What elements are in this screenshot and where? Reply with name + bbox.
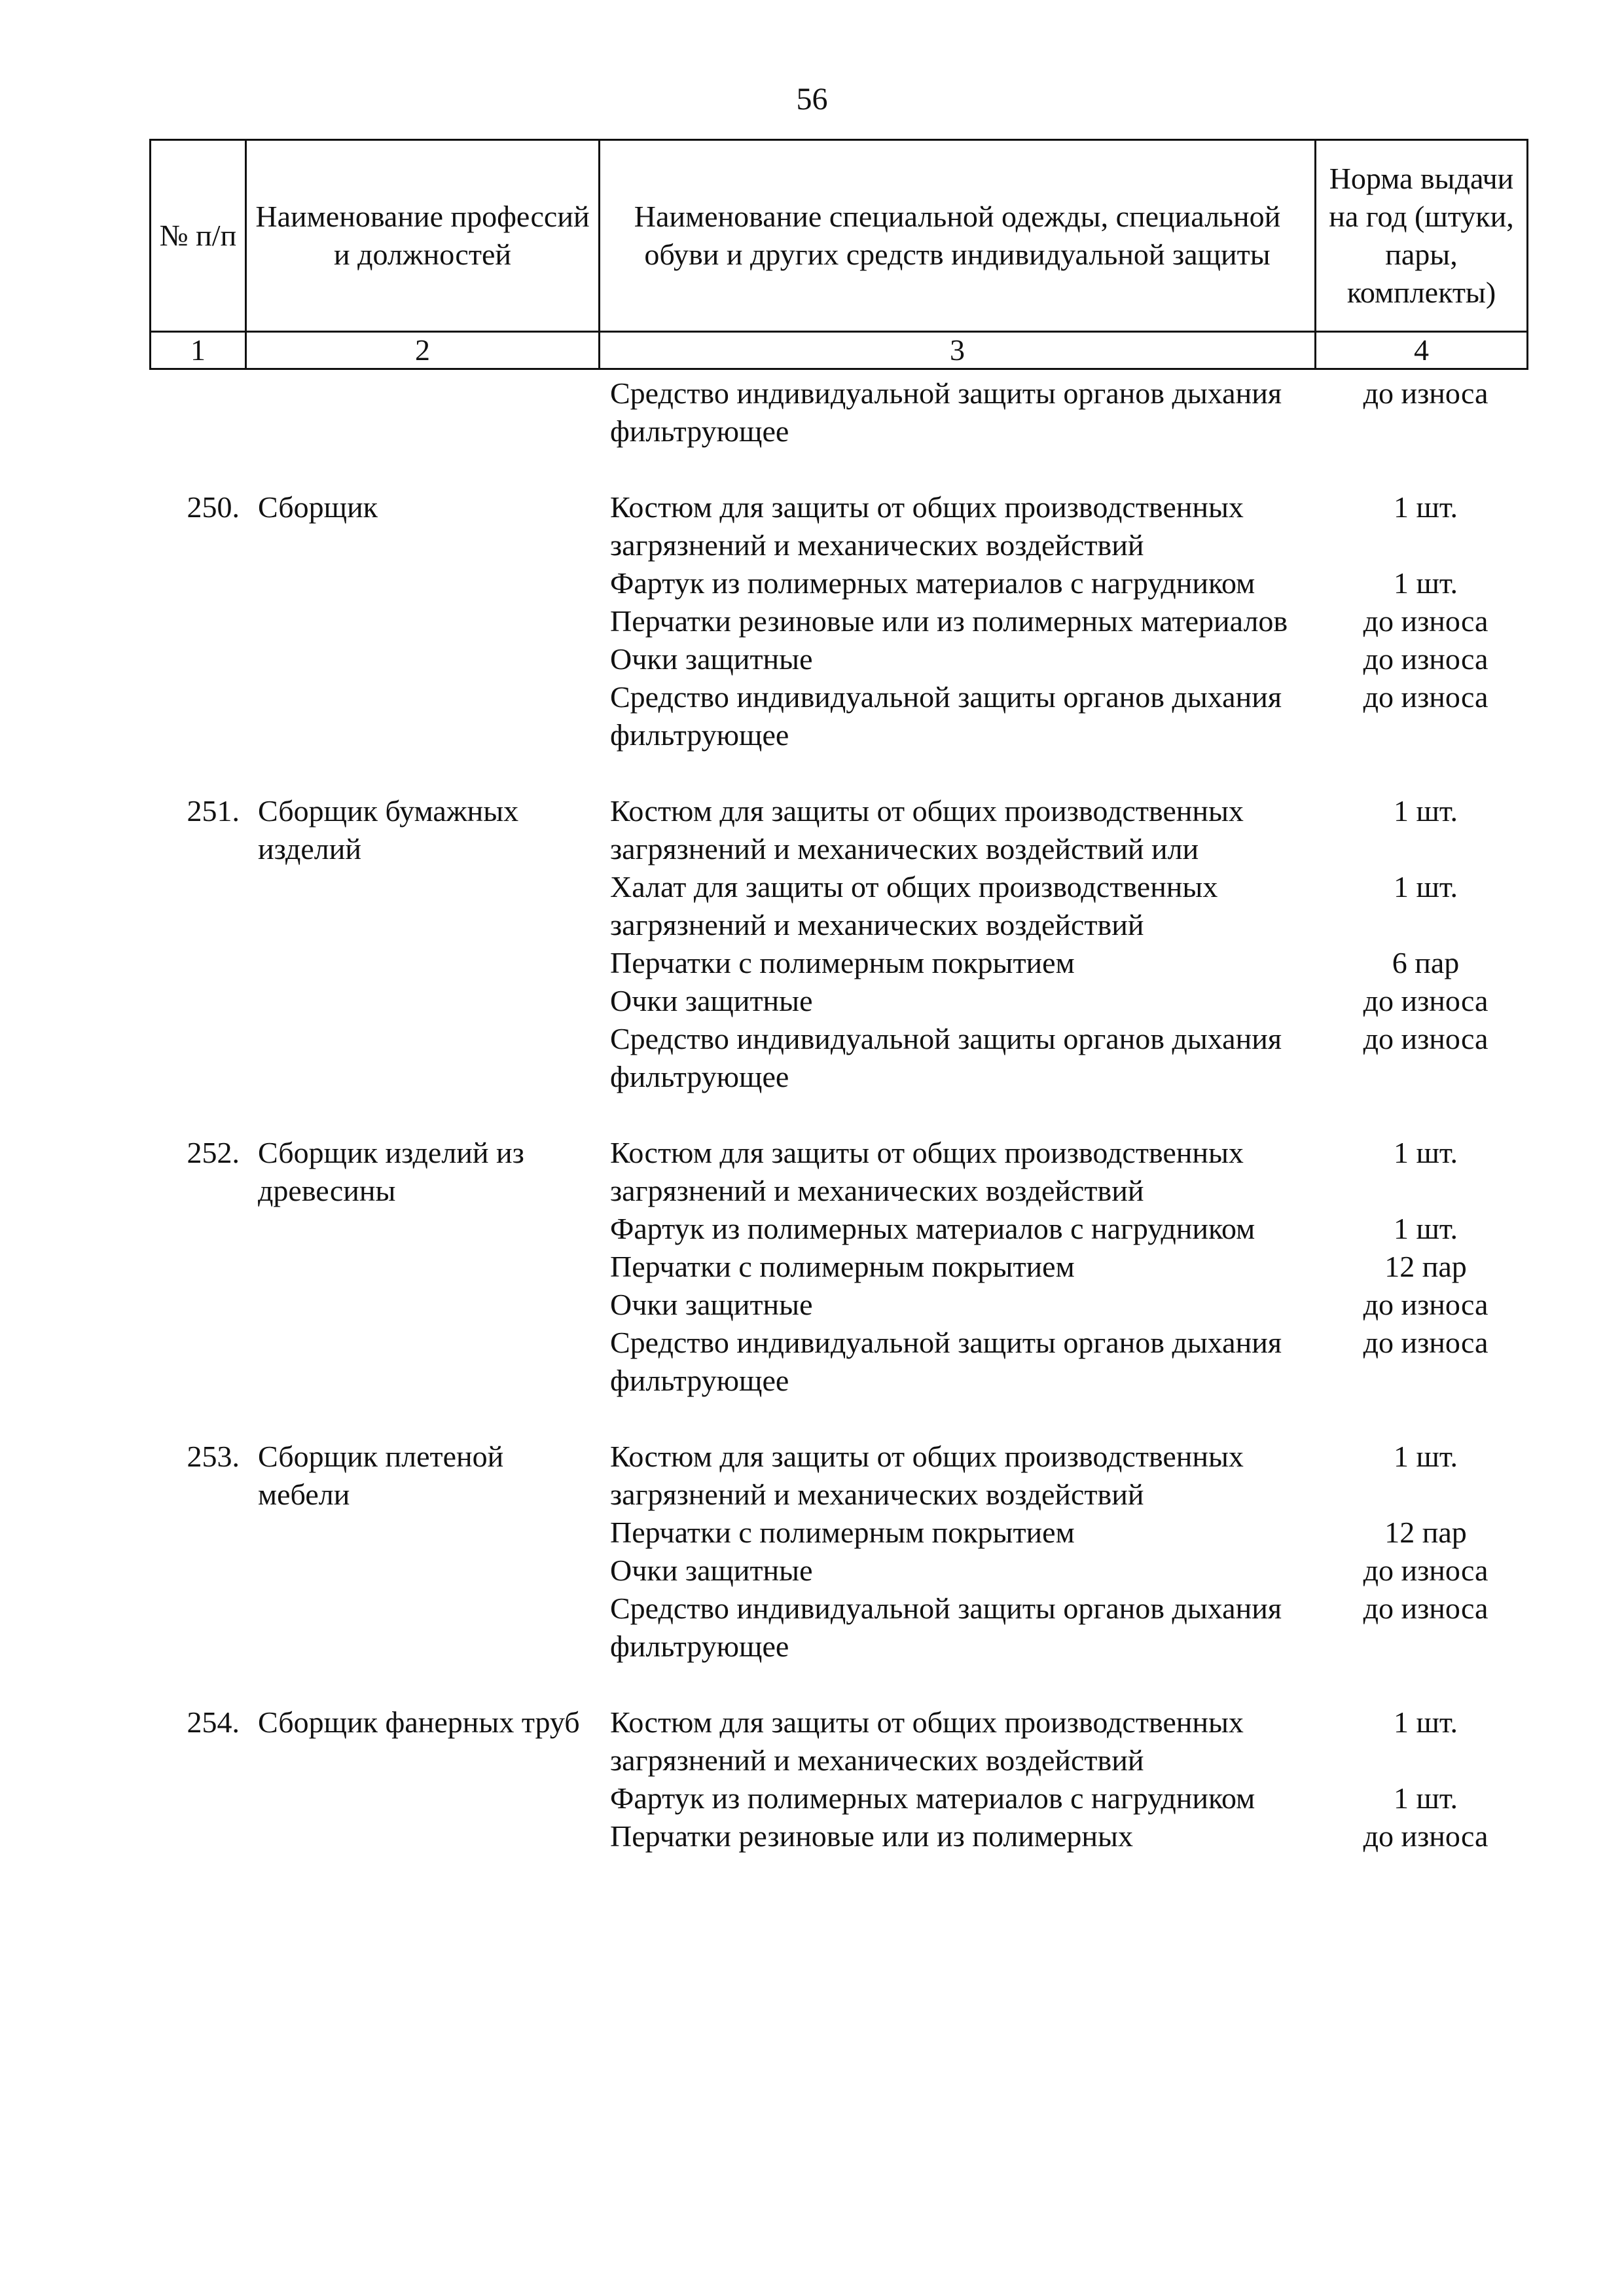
issue-norm: 1 шт. (1393, 1212, 1458, 1245)
issue-norm: 1 шт. (1393, 870, 1458, 903)
column-number-2: 2 (246, 332, 600, 369)
profession-name: Сборщик изделий из древесины (258, 1136, 524, 1207)
equipment-name: Халат для защиты от общих производственных загрязнений и механических воздействий (610, 870, 1218, 941)
row-number: 252. (187, 1136, 240, 1169)
equipment-item (610, 1438, 1526, 1514)
equipment-list (610, 792, 1526, 1096)
equipment-item (610, 1286, 1526, 1324)
equipment-item (610, 1779, 1526, 1817)
equipment-item (610, 1210, 1526, 1248)
equipment-list (610, 1134, 1526, 1400)
equipment-item (610, 1514, 1526, 1552)
table-row (149, 1134, 1526, 1400)
equipment-item (610, 640, 1526, 678)
equipment-item (610, 1134, 1526, 1210)
equipment-name: Очки защитные (610, 642, 813, 676)
issue-norm: до износа (1363, 1592, 1489, 1625)
header-col-profession: Наименование профессий и должностей (246, 140, 600, 332)
profession-name: Сборщик (258, 490, 378, 524)
row-number: 251. (187, 794, 240, 828)
equipment-name: Средство индивидуальной защиты органов дыхания фильтрующее (610, 1022, 1282, 1093)
equipment-item (610, 1590, 1526, 1666)
issue-norm: 12 пар (1384, 1516, 1467, 1549)
equipment-item (610, 374, 1526, 450)
equipment-item (610, 1552, 1526, 1590)
equipment-item (610, 1704, 1526, 1779)
table-header (149, 139, 1528, 370)
equipment-list (610, 488, 1526, 754)
equipment-name: Костюм для защиты от общих производственных загрязнений и механических воздействий (610, 490, 1244, 562)
issue-norm: 1 шт. (1393, 794, 1458, 828)
issue-norm: до износа (1363, 642, 1489, 676)
equipment-item (610, 944, 1526, 982)
equipment-item (610, 602, 1526, 640)
equipment-list (610, 1438, 1526, 1666)
equipment-item (610, 488, 1526, 564)
equipment-name: Фартук из полимерных материалов с нагрудником (610, 1212, 1255, 1245)
page-number: 56 (796, 82, 828, 117)
header-row (151, 140, 1528, 332)
equipment-name: Перчатки резиновые или из полимерных материалов (610, 604, 1288, 638)
equipment-list (610, 374, 1526, 450)
row-number: 250. (187, 490, 240, 524)
table-body (149, 374, 1526, 1893)
table-row (149, 488, 1526, 754)
issue-norm: 12 пар (1384, 1250, 1467, 1283)
column-number-4: 4 (1316, 332, 1528, 369)
header-col-equipment: Наименование специальной одежды, специальной обуви и других средств индивидуальной защиты (600, 140, 1316, 332)
equipment-item (610, 564, 1526, 602)
equipment-name: Перчатки с полимерным покрытием (610, 946, 1075, 979)
issue-norm: до износа (1363, 1288, 1489, 1321)
equipment-name: Средство индивидуальной защиты органов дыхания фильтрующее (610, 1592, 1282, 1663)
issue-norm: до износа (1363, 376, 1489, 410)
equipment-item (610, 982, 1526, 1020)
issue-norm: 1 шт. (1393, 490, 1458, 524)
row-number: 254. (187, 1705, 240, 1739)
equipment-item (610, 1020, 1526, 1096)
equipment-name: Перчатки с полимерным покрытием (610, 1516, 1075, 1549)
profession-name: Сборщик плетеной мебели (258, 1440, 504, 1511)
equipment-name: Очки защитные (610, 984, 813, 1017)
equipment-name: Костюм для защиты от общих производственных загрязнений и механических воздействий (610, 1440, 1244, 1511)
equipment-item (610, 1324, 1526, 1400)
equipment-name: Фартук из полимерных материалов с нагрудником (610, 566, 1255, 600)
equipment-name: Средство индивидуальной защиты органов дыхания фильтрующее (610, 680, 1282, 752)
issue-norm: до износа (1363, 1326, 1489, 1359)
header-col-norm: Норма выдачи на год (штуки, пары, комплекты) (1316, 140, 1528, 332)
issue-norm: до износа (1363, 1022, 1489, 1055)
issue-norm: 1 шт. (1393, 1136, 1458, 1169)
continuation-row (149, 374, 1526, 450)
equipment-item (610, 1817, 1526, 1855)
equipment-item (610, 678, 1526, 754)
equipment-item (610, 792, 1526, 868)
equipment-name: Фартук из полимерных материалов с нагрудником (610, 1781, 1255, 1815)
issue-norm: 1 шт. (1393, 566, 1458, 600)
issue-norm: до износа (1363, 604, 1489, 638)
equipment-list (610, 1704, 1526, 1855)
column-number-1: 1 (151, 332, 246, 369)
issue-norm: 6 пар (1392, 946, 1460, 979)
equipment-name: Костюм для защиты от общих производственных загрязнений и механических воздействий (610, 1705, 1244, 1777)
issue-norm: до износа (1363, 984, 1489, 1017)
equipment-name: Костюм для защиты от общих производственных загрязнений и механических воздействий (610, 1136, 1244, 1207)
issue-norm: до износа (1363, 680, 1489, 714)
equipment-name: Перчатки резиновые или из полимерных (610, 1819, 1133, 1853)
profession-name: Сборщик бумажных изделий (258, 794, 519, 866)
issue-norm: 1 шт. (1393, 1705, 1458, 1739)
equipment-name: Очки защитные (610, 1554, 813, 1587)
table-row (149, 1438, 1526, 1666)
equipment-name: Очки защитные (610, 1288, 813, 1321)
equipment-item (610, 868, 1526, 944)
column-numbers-row (151, 332, 1528, 369)
profession-name: Сборщик фанерных труб (258, 1705, 580, 1739)
equipment-item (610, 1248, 1526, 1286)
equipment-name: Перчатки с полимерным покрытием (610, 1250, 1075, 1283)
equipment-name: Костюм для защиты от общих производственных загрязнений и механических воздействий или (610, 794, 1244, 866)
issue-norm: до износа (1363, 1819, 1489, 1853)
equipment-name: Средство индивидуальной защиты органов дыхания фильтрующее (610, 376, 1282, 448)
issue-norm: 1 шт. (1393, 1781, 1458, 1815)
table-row (149, 1704, 1526, 1855)
table-row (149, 792, 1526, 1096)
issue-norm: до износа (1363, 1554, 1489, 1587)
equipment-name: Средство индивидуальной защиты органов дыхания фильтрующее (610, 1326, 1282, 1397)
row-number: 253. (187, 1440, 240, 1473)
column-number-3: 3 (600, 332, 1316, 369)
issue-norm: 1 шт. (1393, 1440, 1458, 1473)
header-col-number: № п/п (151, 140, 246, 332)
